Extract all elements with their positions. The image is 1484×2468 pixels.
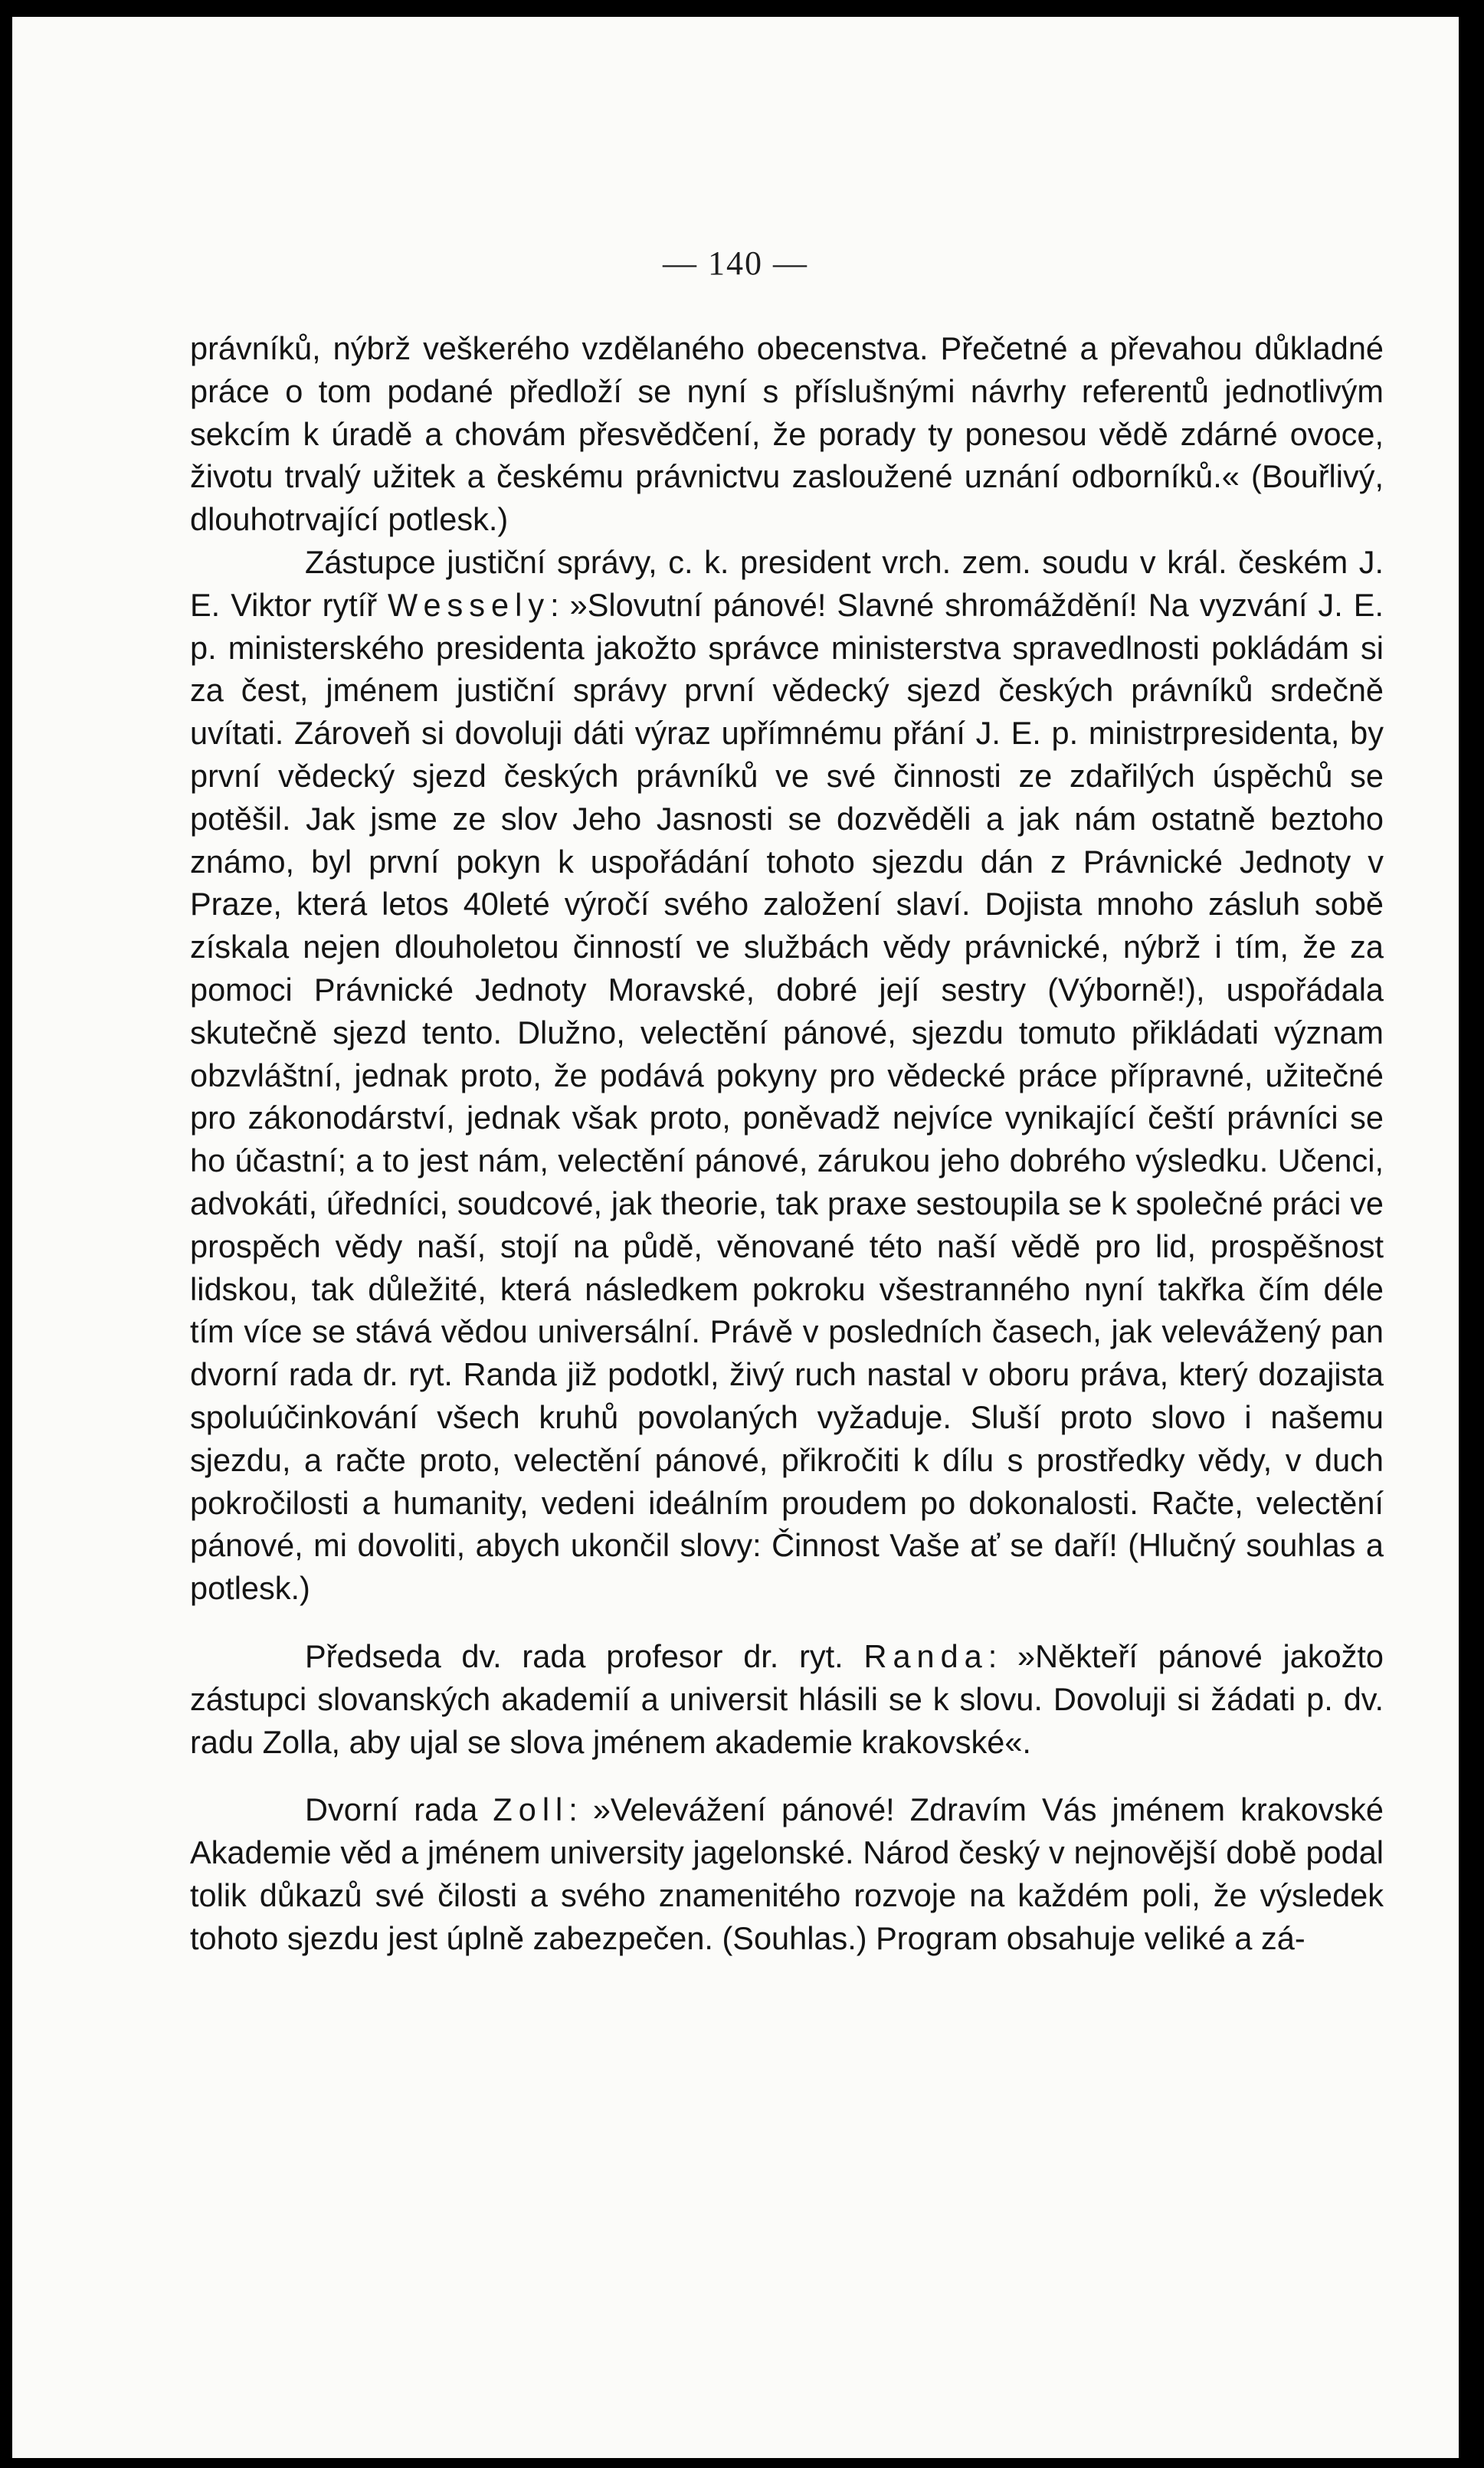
paragraph-2-speech: : »Slovutní pánové! Slavné shromáždění! Na vyzvání J. E. p. ministerského presidenta jakožto správce ministerstva spravedlnosti pokládám si za čest, jménem justiční správy první vědecký sjezd českých právníků srdečně uvítati. Zároveň si dovoluji dáti výraz upřímnému přání J. E. p. ministrpresidenta, by první vědecký sjezd českých právníků ve své činnosti ze zdařilých úspěchů se potěšil. Jak jsme ze slov Jeho Jasnosti se dozvěděli a jak nám ostatně beztoho známo, byl první pokyn k uspořádání tohoto sjezdu dán z Právnické Jednoty v Praze, která letos 40leté výročí svého založení slaví. Dojista mnoho zásluh sobě získala nejen dlouholetou činností ve službách vědy právnické, nýbrž i tím, že za pomoci Právnické Jednoty Moravské, dobré její sestry (Výborně!), uspořádala skutečně sjezd tento. Dlužno, velectění pánové, sjezdu tomuto přikládati význam obzvláštní, jednak proto, že podává pokyny pro vědecké práce přípravné, užitečné pro zákonodárství, jednak však proto, poněvadž nejvíce vynikající čeští právníci se ho účastní; a to jest nám, velectění pánové, zárukou jeho dobrého výsledku. Učenci, advokáti, úředníci, soudcové, jak theorie, tak praxe sestoupila se k společné práci ve prospěch vědy naší, stojí na půdě, věnované této naší vědě pro lid, prospěšnost lidskou, tak důležité, která následkem pokroku všestranného nyní takřka čím déle tím více se stává vědou universální. Právě v posledních časech, jak velevážený pan dvorní rada dr. ryt. Randa již podotkl, živý ruch nastal v oboru práva, který dozajista spoluúčinkování všech kruhů povolaných vyžaduje. Sluší proto slovo i našemu sjezdu, a račte proto, velectění pánové, přikročiti k dílu s prostředky vědy, v duch pokročilosti a humanity, vedeni ideálním proudem po dokonalosti. Račte, velectění pánové, mi dovoliti, abych ukončil slovy: Činnost Vaše ať se daří! (Hlučný souhlas a potlesk.) xyxy=(190,586,1384,1607)
paragraph-3-lead: Předseda dv. rada profesor dr. ryt. xyxy=(305,1637,864,1674)
paragraph-4-speech: : »Velevážení pánové! Zdravím Vás jménem krakovské Akademie věd a jménem university jagelonské. Národ český v nejnovější době podal tolik důkazů své čilosti a svého znamenitého rozvoje na každém poli, že výsledek tohoto sjezdu jest úplně zabezpečen. (Souhlas.) Program obsahuje veliké a zá- xyxy=(190,1791,1384,1956)
page-number: — 140 — xyxy=(663,244,808,282)
paragraph-2 xyxy=(190,541,1384,1610)
speaker-name-wessely: Wessely xyxy=(388,586,551,623)
speaker-name-randa: Randa xyxy=(863,1637,988,1674)
book-page xyxy=(12,17,1459,2458)
paragraph-2-lead: Zástupce justiční správy, c. k. president vrch. zem. soudu v král. českém J. E. Viktor rytíř xyxy=(190,543,1384,623)
body-text xyxy=(190,327,1384,1959)
paragraph-1-text: právníků, nýbrž veškerého vzdělaného obecenstva. Přečetné a převahou důkladné práce o tom podané předloží se nyní s příslušnými návrhy referentů jednotlivým sekcím k úradě a chovám přesvědčení, že porady ty ponesou vědě zdárné ovoce, životu trvalý užitek a českému právnictvu zasloužené uznání odborníků.« (Bouřlivý, dlouhotrvající potlesk.) xyxy=(190,330,1384,538)
paragraph-4 xyxy=(190,1788,1384,1959)
paragraph-1 xyxy=(190,327,1384,541)
paragraph-4-lead: Dvorní rada xyxy=(305,1791,493,1828)
paragraph-3-speech: : »Někteří pánové jakožto zástupci slovanských akademií a universit hlásili se k slovu. Dovoluji si žádati p. dv. radu Zolla, aby ujal se slova jménem akademie krakovské«. xyxy=(190,1637,1384,1760)
speaker-name-zoll: Zoll xyxy=(493,1791,569,1828)
paragraph-3 xyxy=(190,1635,1384,1763)
